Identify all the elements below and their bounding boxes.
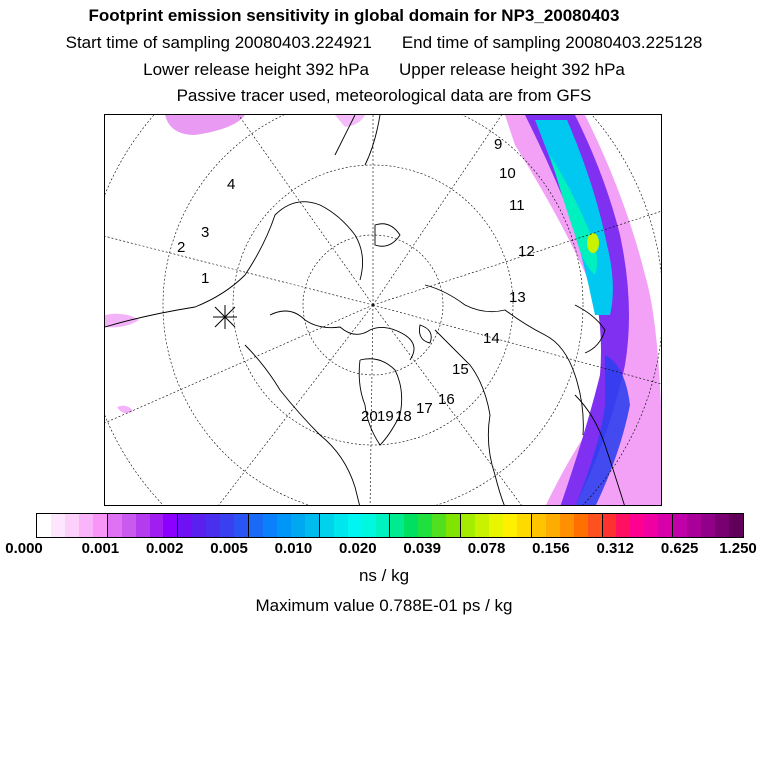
colorbar-swatch — [475, 514, 489, 537]
colorbar-tick-label: 0.156 — [532, 540, 570, 557]
trajectory-label: 9 — [494, 136, 503, 153]
colorbar-tick-label: 0.002 — [145, 540, 184, 557]
colorbar-swatch — [701, 514, 715, 537]
colorbar-swatch — [150, 514, 164, 537]
field-patch-nw — [165, 115, 245, 135]
field-peak — [587, 233, 599, 253]
coast-alaska — [435, 330, 505, 506]
colorbar-swatch — [37, 514, 51, 537]
colorbar-tick-label: 0.312 — [596, 540, 635, 557]
colorbar-swatch — [588, 514, 603, 537]
release-height-line — [0, 60, 768, 80]
coast-iceland — [375, 224, 400, 247]
colorbar-swatch — [574, 514, 588, 537]
trajectory-label: 3 — [201, 224, 210, 241]
footprint-map — [104, 114, 662, 506]
coast-europe — [425, 285, 583, 435]
colorbar-tick-labels — [0, 540, 768, 560]
colorbar-swatch — [79, 514, 93, 537]
colorbar-swatch — [122, 514, 136, 537]
trajectory-label: 13 — [509, 289, 526, 306]
colorbar-tick-label: 0.005 — [210, 540, 248, 557]
colorbar-swatch — [220, 514, 234, 537]
trajectory-label: 12 — [518, 243, 535, 260]
sampling-time-line — [0, 33, 768, 53]
colorbar — [36, 513, 744, 538]
colorbar-swatch — [334, 514, 348, 537]
coast-canada — [245, 345, 360, 506]
colorbar-tick-label: 0.039 — [403, 540, 441, 557]
trajectory-label: 4 — [227, 176, 236, 193]
colorbar-tick-label: 0.010 — [274, 540, 313, 557]
upper-height-label: Upper release height 392 hPa — [399, 60, 625, 79]
colorbar-tick-label: 1.250 — [719, 540, 757, 557]
colorbar-swatch — [687, 514, 701, 537]
colorbar-swatch — [404, 514, 418, 537]
colorbar-swatch — [93, 514, 108, 537]
colorbar-swatch — [390, 514, 404, 537]
coast-svalbard — [419, 325, 431, 343]
meridian-4 — [215, 305, 373, 506]
trajectory-label: 2 — [177, 239, 186, 256]
colorbar-swatch — [291, 514, 305, 537]
trajectory-label: 11 — [509, 197, 525, 214]
start-time-label: Start time of sampling 20080403.224921 — [65, 33, 372, 52]
trajectory-label: 17 — [416, 400, 433, 417]
colorbar-swatch — [729, 514, 743, 537]
tracer-info-line: Passive tracer used, meteorological data are from GFS — [176, 86, 592, 105]
colorbar-swatch — [658, 514, 673, 537]
colorbar-swatch — [489, 514, 503, 537]
colorbar-swatch — [432, 514, 446, 537]
colorbar-swatch — [418, 514, 432, 537]
trajectory-label: 16 — [438, 391, 455, 408]
colorbar-swatch — [673, 514, 687, 537]
colorbar-swatch — [51, 514, 65, 537]
colorbar-swatch — [163, 514, 178, 537]
colorbar-swatch — [603, 514, 617, 537]
trajectory-label: 19 — [377, 408, 394, 425]
colorbar-swatch — [305, 514, 320, 537]
colorbar-swatch — [206, 514, 220, 537]
colorbar-swatch — [249, 514, 263, 537]
colorbar-swatch — [234, 514, 249, 537]
colorbar-swatch — [517, 514, 532, 537]
colorbar-swatch — [192, 514, 206, 537]
meridian-2 — [105, 235, 373, 305]
release-point-icon — [213, 305, 237, 329]
colorbar-tick-label: 0.020 — [339, 540, 377, 557]
map-title: Footprint emission sensitivity in global domain for NP3_20080403 — [88, 6, 620, 25]
meridian-9 — [373, 115, 505, 305]
colorbar-swatch — [532, 514, 546, 537]
colorbar-tick-label: 0.078 — [467, 540, 506, 557]
trajectory-label: 14 — [483, 330, 500, 347]
colorbar-swatch — [630, 514, 644, 537]
colorbar-swatch — [376, 514, 391, 537]
colorbar-swatch — [65, 514, 79, 537]
colorbar-tick-label: 0.625 — [660, 540, 699, 557]
colorbar-swatch — [362, 514, 376, 537]
trajectory-label: 1 — [201, 270, 210, 287]
colorbar-swatch — [320, 514, 334, 537]
trajectory-label: 15 — [452, 361, 469, 378]
colorbar-swatch — [108, 514, 122, 537]
colorbar-swatch — [546, 514, 560, 537]
meridian-3 — [105, 305, 373, 425]
colorbar-swatch — [461, 514, 475, 537]
colorbar-swatch — [277, 514, 291, 537]
maximum-value: Maximum value 0.788E-01 ps / kg — [255, 596, 513, 615]
colorbar-tick-label: 0.000 — [5, 540, 43, 557]
colorbar-swatch — [348, 514, 362, 537]
colorbar-swatch — [136, 514, 150, 537]
map-canvas — [105, 115, 662, 506]
trajectory-label: 10 — [499, 165, 516, 182]
colorbar-swatch — [616, 514, 630, 537]
colorbar-swatch — [446, 514, 461, 537]
sensitivity-field — [105, 115, 662, 506]
colorbar-tick-label: 0.001 — [81, 540, 120, 557]
colorbar-swatch — [715, 514, 729, 537]
lower-height-label: Lower release height 392 hPa — [143, 60, 369, 79]
colorbar-swatch — [560, 514, 574, 537]
coast-greenland — [359, 359, 401, 445]
colorbar-swatch — [178, 514, 192, 537]
meridian-1 — [235, 115, 373, 305]
colorbar-units: ns / kg — [358, 566, 410, 585]
trajectory-label: 18 — [395, 408, 412, 425]
field-patch-sw — [117, 406, 133, 414]
colorbar-swatch — [644, 514, 658, 537]
colorbar-swatch — [503, 514, 517, 537]
trajectory-label: 20 — [361, 408, 378, 425]
colorbar-swatch — [263, 514, 277, 537]
meridian-5 — [370, 305, 373, 506]
end-time-label: End time of sampling 20080403.225128 — [401, 33, 703, 52]
